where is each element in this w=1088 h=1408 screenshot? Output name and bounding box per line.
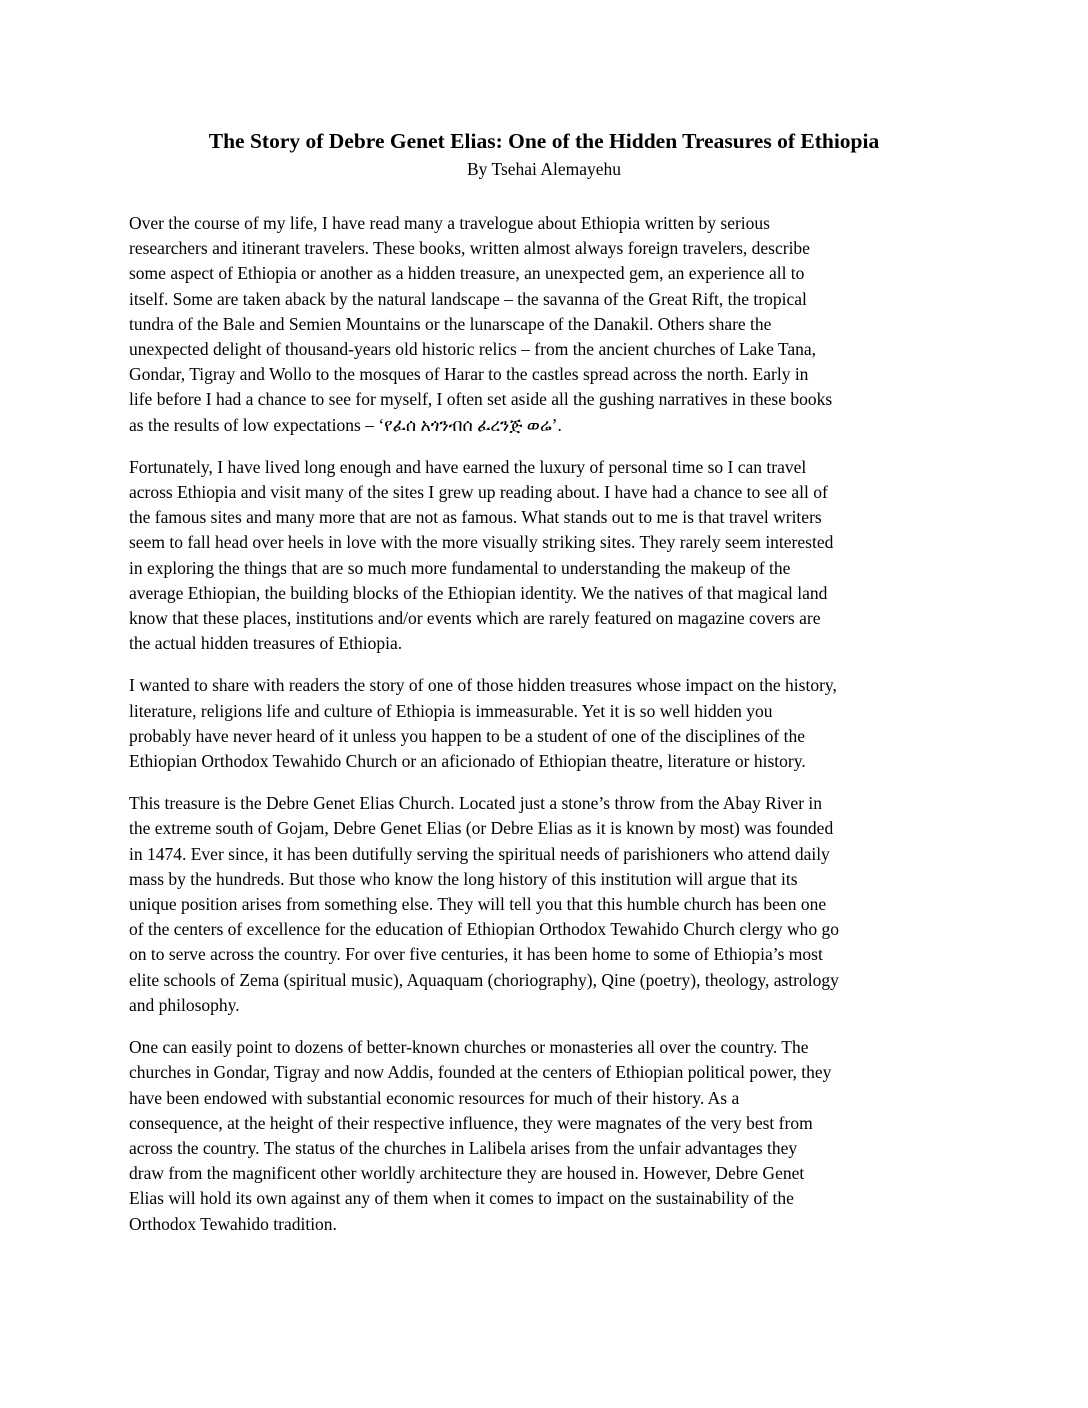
paragraph-line: across Ethiopia and visit many of the sites I grew up reading about. I have had a chance to see all of <box>129 482 828 503</box>
paragraph-line: in exploring the things that are so much more fundamental to understanding the makeup of the <box>129 557 791 578</box>
paragraph-line: of the centers of excellence for the education of Ethiopian Orthodox Tewahido Church clergy who go <box>129 919 840 940</box>
paragraph-line: tundra of the Bale and Semien Mountains or the lunarscape of the Danakil. Others share the <box>129 313 772 334</box>
paragraph-line: Gondar, Tigray and Wollo to the mosques of Harar to the castles spread across the north. Early in <box>129 364 809 385</box>
paragraph-line: One can easily point to dozens of better-known churches or monasteries all over the country. The <box>129 1037 809 1058</box>
paragraph-line: probably have never heard of it unless you happen to be a student of one of the disciplines of the <box>129 725 805 746</box>
paragraph-line: itself. Some are taken aback by the natural landscape – the savanna of the Great Rift, the tropical <box>129 288 807 309</box>
paragraph-line: Ethiopian Orthodox Tewahido Church or an aficionado of Ethiopian theatre, literature or history. <box>129 751 806 772</box>
paragraph-line: on to serve across the country. For over five centuries, it has been home to some of Ethiopia’s most <box>129 944 823 965</box>
document-body <box>129 211 974 1254</box>
paragraph-line: in 1474. Ever since, it has been dutifully serving the spiritual needs of parishioners who attend daily <box>129 843 830 864</box>
paragraph-line: This treasure is the Debre Genet Elias Church. Located just a stone’s throw from the Abay River in <box>129 793 823 814</box>
paragraph-line: researchers and itinerant travelers. These books, written almost always foreign travelers, describe <box>129 238 810 259</box>
paragraph-line: elite schools of Zema (spiritual music), Aquaquam (choriography), Qine (poetry), theology, astrology <box>129 969 839 990</box>
paragraph-line: average Ethiopian, the building blocks of the Ethiopian identity. We the natives of that magical land <box>129 582 828 603</box>
body-paragraph <box>129 211 974 438</box>
paragraph-line: the extreme south of Gojam, Debre Genet Elias (or Debre Elias as it is known by most) was founded <box>129 818 834 839</box>
paragraph-line: mass by the hundreds. But those who know the long history of this institution will argue that its <box>129 868 798 889</box>
paragraph-line: Orthodox Tewahido tradition. <box>129 1213 337 1234</box>
paragraph-line: draw from the magnificent other worldly architecture they are housed in. However, Debre Genet <box>129 1163 805 1184</box>
paragraph-line: I wanted to share with readers the story of one of those hidden treasures whose impact on the history, <box>129 675 837 696</box>
paragraph-line: some aspect of Ethiopia or another as a hidden treasure, an unexpected gem, an experience all to <box>129 263 805 284</box>
paragraph-line: have been endowed with substantial economic resources for much of their history. As a <box>129 1087 740 1108</box>
paragraph-line: as the results of low expectations – ‘የፈሰ አጎንብሰ ፈረንጅ ወሬ’. <box>129 414 562 435</box>
paragraph-line: seem to fall head over heels in love with the more visually striking sites. They rarely seem interested <box>129 532 834 553</box>
body-paragraph <box>129 1035 974 1237</box>
paragraph-line: and philosophy. <box>129 994 240 1015</box>
paragraph-line: unexpected delight of thousand-years old historic relics – from the ancient churches of Lake Tana, <box>129 339 817 360</box>
paragraph-line: know that these places, institutions and/or events which are rarely featured on magazine covers are <box>129 608 821 629</box>
paragraph-line: across the country. The status of the churches in Lalibela arises from the unfair advantages they <box>129 1137 798 1158</box>
document-title: The Story of Debre Genet Elias: One of the Hidden Treasures of Ethiopia <box>208 129 880 153</box>
paragraph-line: Over the course of my life, I have read many a travelogue about Ethiopia written by serious <box>129 213 770 233</box>
document-byline: By Tsehai Alemayehu <box>467 159 621 179</box>
paragraph-line: Fortunately, I have lived long enough and have earned the luxury of personal time so I can travel <box>129 456 807 477</box>
paragraph-line: the famous sites and many more that are not as famous. What stands out to me is that travel writers <box>129 507 822 528</box>
paragraph-line: literature, religions life and culture of Ethiopia is immeasurable. Yet it is so well hidden you <box>129 700 773 721</box>
paragraph-line: unique position arises from something else. They will tell you that this humble church has been one <box>129 894 827 915</box>
body-paragraph <box>129 791 974 1018</box>
paragraph-line: life before I had a chance to see for myself, I often set aside all the gushing narratives in these books <box>129 389 833 410</box>
body-paragraph <box>129 455 974 657</box>
paragraph-line: Elias will hold its own against any of them when it comes to impact on the sustainability of the <box>129 1188 794 1209</box>
body-paragraph <box>129 673 974 774</box>
paragraph-line: churches in Gondar, Tigray and now Addis, founded at the centers of Ethiopian political power, they <box>129 1062 832 1083</box>
paragraph-line: the actual hidden treasures of Ethiopia. <box>129 633 403 654</box>
paragraph-line: consequence, at the height of their respective influence, they were magnates of the very best from <box>129 1112 813 1133</box>
